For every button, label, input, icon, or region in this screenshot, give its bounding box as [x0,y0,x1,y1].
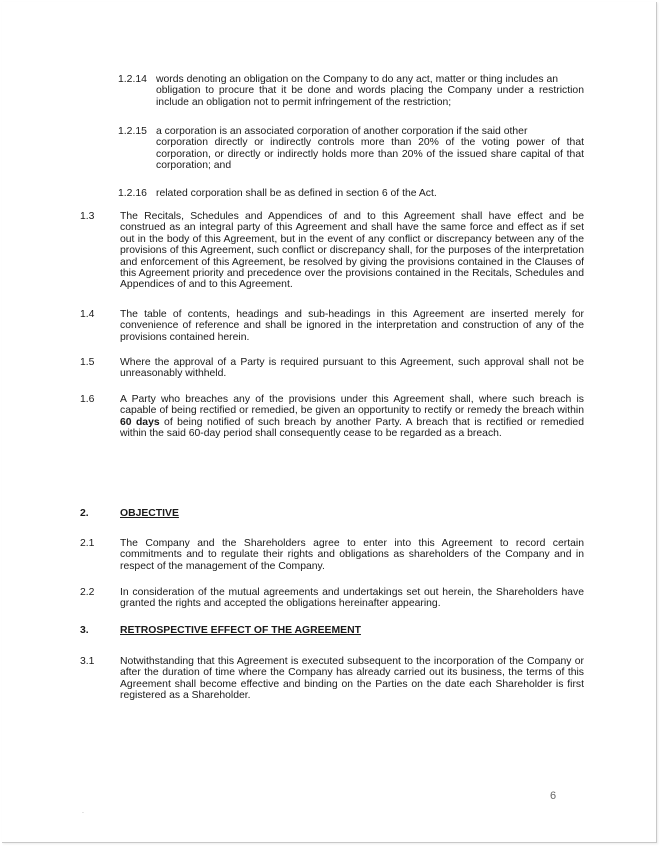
clause-3-1 [80,656,584,702]
page-number: 6 [550,790,557,802]
clause-1-3 [80,211,584,291]
clause-text-first-line: related corporation shall be as defined in section 6 of the Act. [156,188,437,199]
clause-text-bold-period: 60 days [120,416,160,428]
section-title: RETROSPECTIVE EFFECT OF THE AGREEMENT [120,625,361,636]
clause-text: Where the approval of a Party is required pursuant to this Agreement, such approval shall not be unreasonably withheld. [120,357,584,380]
clause-1-2-14 [118,74,584,108]
clause-text: The table of contents, headings and sub-headings in this Agreement are inserted merely for convenience of reference and shall be ignored in the interpretation and construction of any of the provisions contained herein. [120,309,584,343]
clause-number: 1.2.16 [118,188,147,199]
section-heading-retrospective-effect [80,625,361,636]
clause-number: 2.2 [80,587,95,598]
clause-1-5 [80,357,584,380]
clause-2-2 [80,587,584,610]
corner-mark: . [82,808,84,815]
clause-text-rest: corporation directly or indirectly controls more than 20% of the voting power of that corporation, or directly or indirectly holds more than 20% of the issued share capital of that corporation; and [156,137,584,172]
clause-text-first-line: a corporation is an associated corporation of another corporation if the said other [156,126,528,137]
section-number: 2. [80,508,89,519]
clause-1-2-16 [118,188,584,199]
document-page [2,2,657,843]
clause-number: 1.6 [80,394,95,405]
clause-number: 3.1 [80,656,95,667]
clause-text-first-line: words denoting an obligation on the Company to do any act, matter or thing includes an [156,74,559,85]
section-number: 3. [80,625,89,636]
clause-text-rest: obligation to procure that it be done and words placing the Company under a restriction include an obligation not to permit infringement of the restriction; [156,85,584,108]
clause-text [120,394,584,440]
clause-1-6 [80,394,584,440]
clause-text-part-a: A Party who breaches any of the provisions under this Agreement shall, where such breach is capable of being rectified or remedied, be given an opportunity to rectify or remedy the breach within [120,394,584,417]
clause-text: Notwithstanding that this Agreement is executed subsequent to the incorporation of the Company or after the duration of time where the Company has already carried out its business, the terms of this Agreement shall become effective and binding on the Parties on the date each Shareholder is first registered as a Shareholder. [120,656,584,702]
clause-text [156,74,584,108]
clause-1-2-15 [118,126,584,172]
clause-text: The Company and the Shareholders agree to enter into this Agreement to record certain commitments and to regulate their rights and obligations as shareholders of the Company and in respect of the management of the Company. [120,538,584,572]
clause-number: 1.5 [80,357,95,368]
clause-text: In consideration of the mutual agreements and undertakings set out herein, the Shareholders have granted the rights and accepted the obligations hereinafter appearing. [120,587,584,610]
section-heading-objective [80,508,179,519]
clause-text [156,126,584,172]
clause-number: 2.1 [80,538,95,549]
clause-number: 1.3 [80,211,95,222]
clause-text: The Recitals, Schedules and Appendices of and to this Agreement shall have effect and be construed as an integral party of this Agreement and shall have the same force and effect as if set out in the body of this Agreement, but in the event of any conflict or discrepancy between any of the provisions of this Agreement, such conflict or discrepancy shall, for the purposes of the interpretation and enforcement of this Agreement, be resolved by giving the provisions contained in the Clauses of this Agreement priority and precedence over the provisions contained in the Recitals, Schedules and Appendices of and to this Agreement. [120,211,584,291]
clause-number: 1.4 [80,309,95,320]
clause-number: 1.2.15 [118,126,147,137]
clause-number: 1.2.14 [118,74,147,85]
clause-2-1 [80,538,584,572]
clause-1-4 [80,309,584,343]
clause-text [156,188,584,199]
clause-text-part-b: of being notified of such breach by another Party. A breach that is rectified or remedied within the said 60-day period shall consequently cease to be regarded as a breach. [120,416,584,440]
section-title: OBJECTIVE [120,508,179,519]
